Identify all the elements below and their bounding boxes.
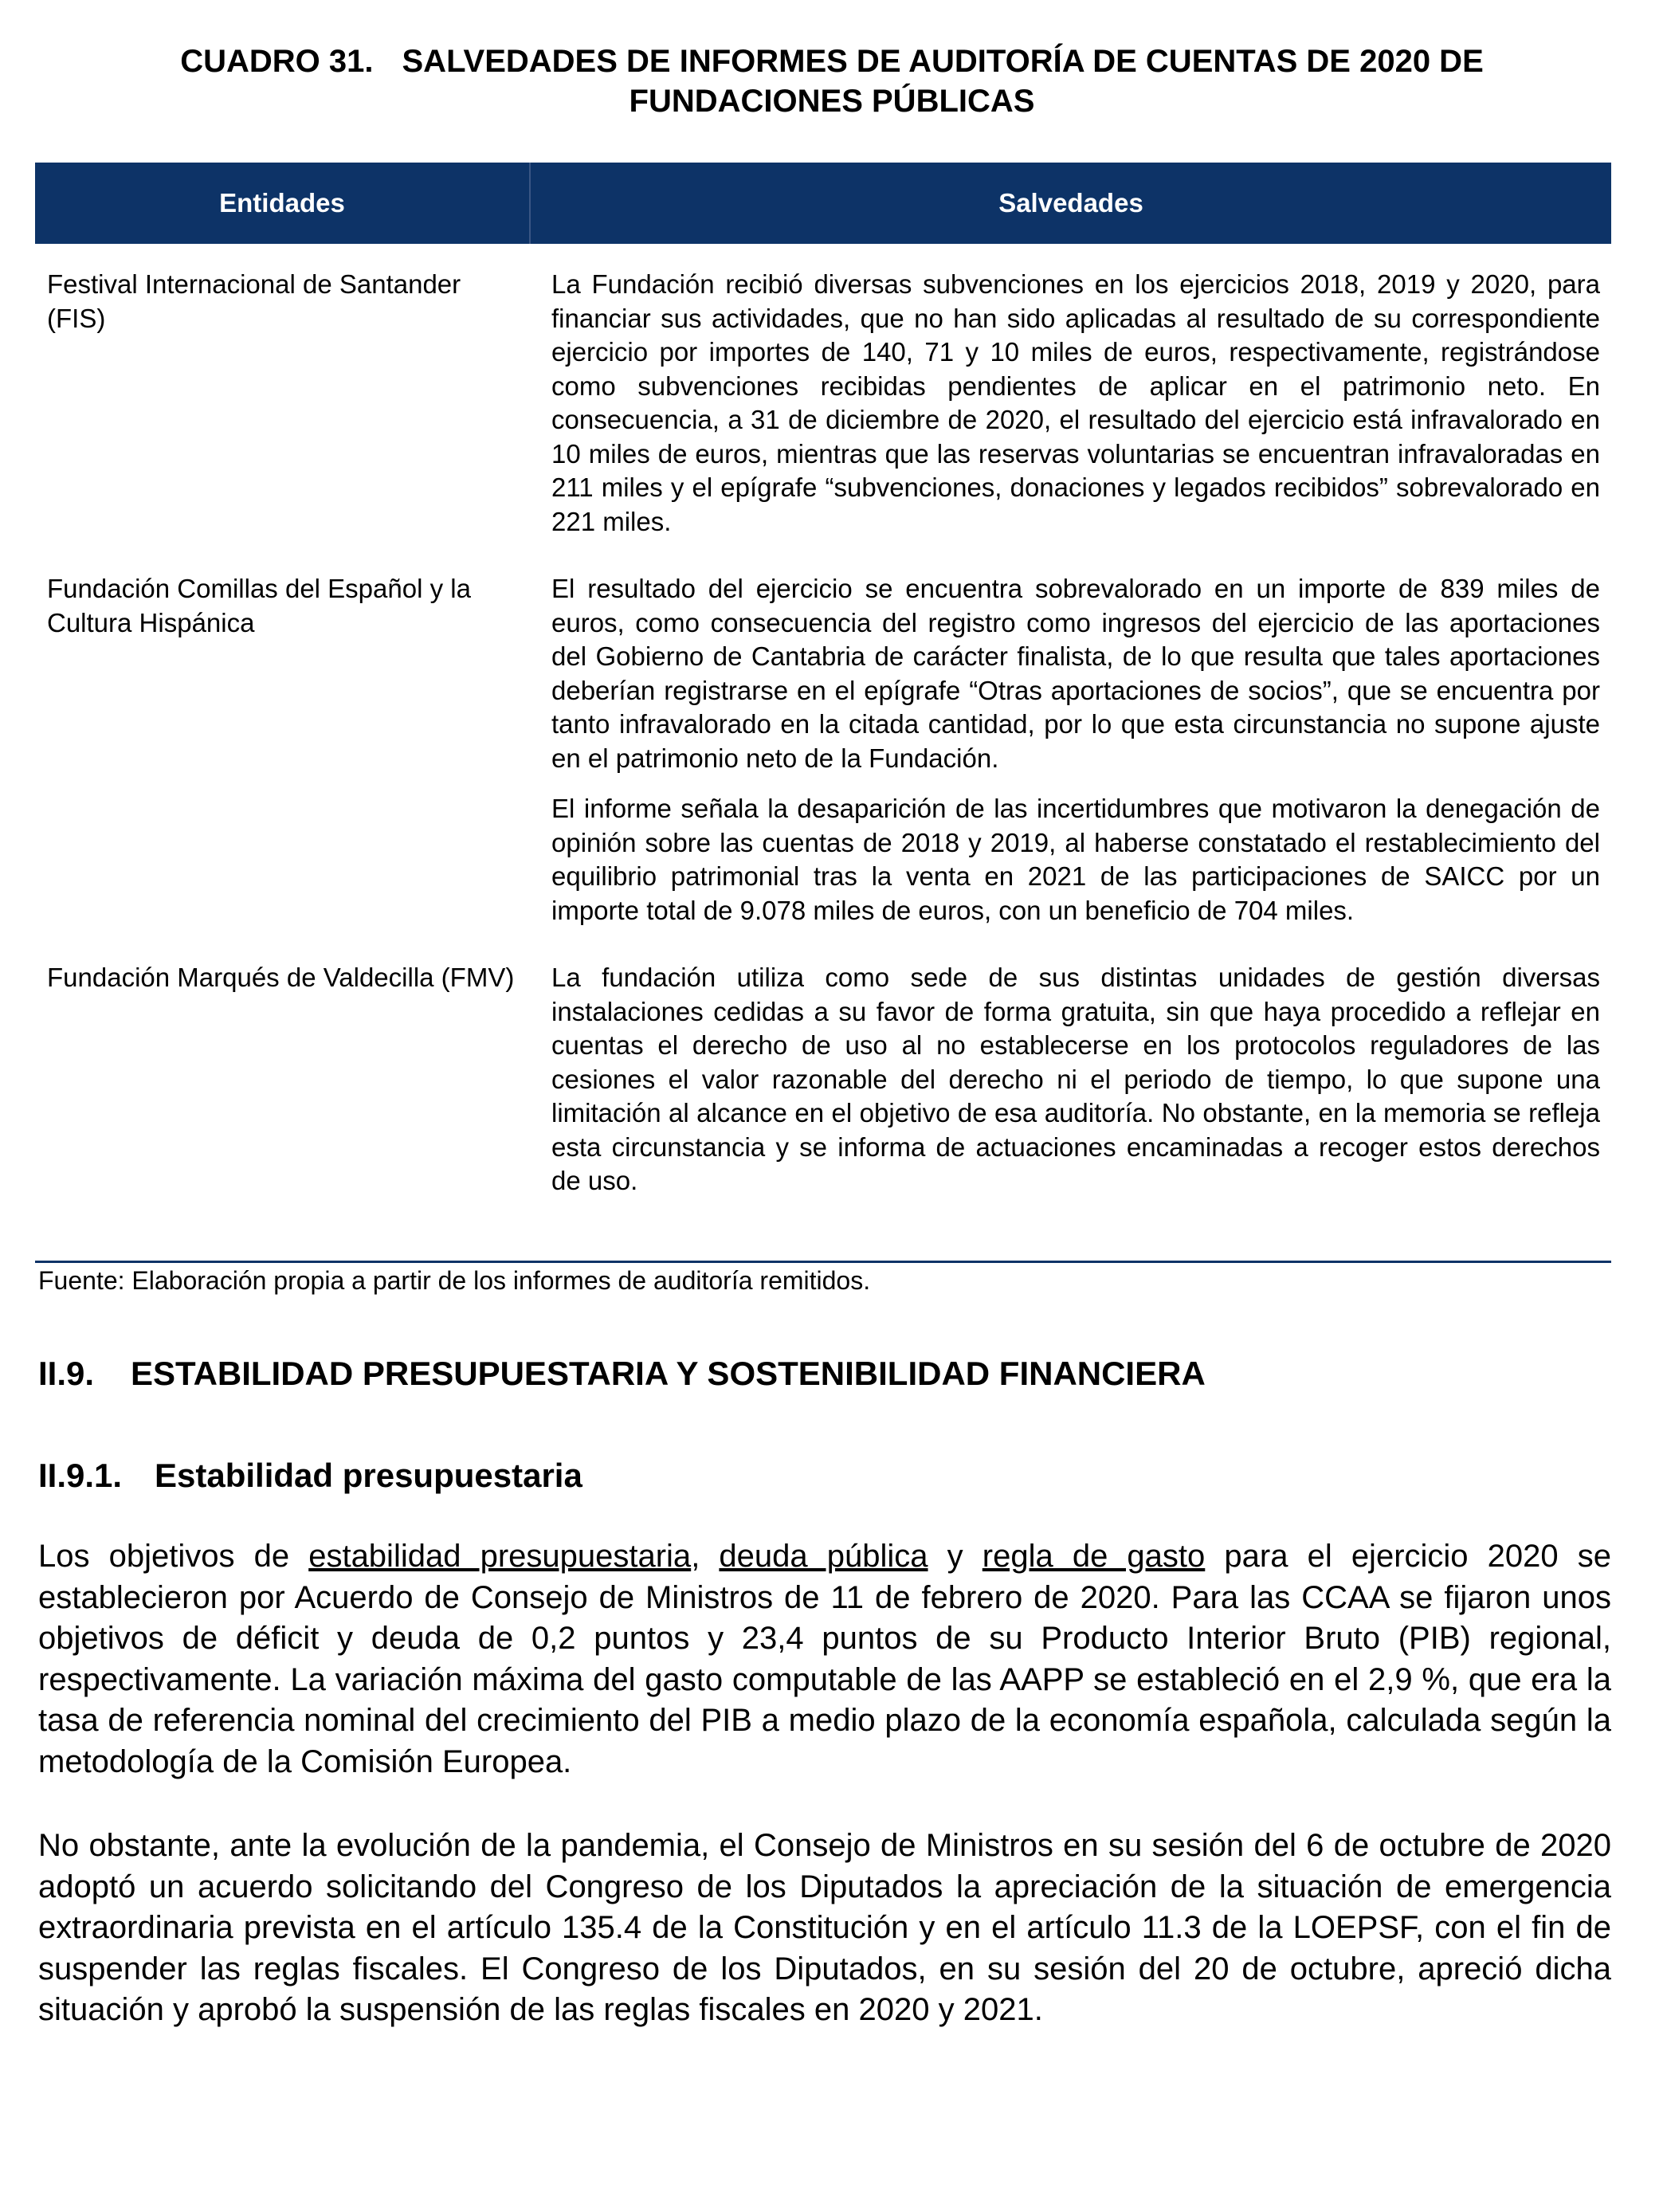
paragraph-text: y — [928, 1539, 983, 1574]
header-salvedades: Salvedades — [998, 188, 1143, 218]
paragraph-text: , — [691, 1539, 720, 1574]
header-entidades: Entidades — [35, 163, 531, 244]
body-paragraph — [38, 1536, 1611, 1783]
salvedad-cell — [529, 268, 1611, 539]
table-title-text: SALVEDADES DE INFORMES DE AUDITORÍA DE CUENTAS DE 2020 DE — [402, 44, 1484, 79]
table-title-line2: FUNDACIONES PÚBLICAS — [629, 84, 1035, 119]
table-title — [35, 41, 1629, 121]
paragraph-text: Los objetivos de — [38, 1539, 309, 1574]
table-source-note: Fuente: Elaboración propia a partir de los informes de auditoría remitidos. — [38, 1266, 871, 1295]
link-regla-de-gasto[interactable]: regla de gasto — [982, 1539, 1206, 1574]
table-row — [35, 268, 1611, 539]
salvedades-table — [35, 163, 1611, 1198]
section-heading — [38, 1353, 1206, 1394]
entity-cell: Festival Internacional de Santander (FIS) — [47, 269, 461, 333]
table-row — [35, 572, 1611, 928]
salvedad-paragraph: La Fundación recibió diversas subvenciones en los ejercicios 2018, 2019 y 2020, para financiar sus actividades, que no han sido aplicadas al resultado de su correspondiente ejercicio por importes de 140, 71 y 10 miles de euros, respectivamente, registrándose como subvenciones recibidas pendientes de aplicar en el patrimonio neto. En consecuencia, a 31 de diciembre de 2020, el resultado del ejercicio está infravalorado en 10 miles de euros, mientras que las reservas voluntarias se encuentran infravaloradas en 211 miles y el epígrafe “subvenciones, donaciones y legados recibidos” sobrevalorado en 221 miles. — [551, 269, 1600, 536]
link-deuda-publica[interactable]: deuda pública — [719, 1539, 928, 1574]
section-number: II.9. — [38, 1355, 95, 1392]
table-header-row — [35, 163, 1611, 244]
table-bottom-rule — [35, 1261, 1611, 1263]
entity-cell: Fundación Marqués de Valdecilla (FMV) — [47, 963, 515, 992]
table-title-line1 — [35, 41, 1629, 81]
salvedad-cell — [529, 961, 1611, 1198]
subsection-number: II.9.1. — [38, 1457, 123, 1494]
subsection-heading — [38, 1455, 582, 1496]
body-paragraph: No obstante, ante la evolución de la pandemia, el Consejo de Ministros en su sesión del 6 de octubre de 2020 adoptó un acuerdo solicitando del Congreso de los Diputados la apreciación de la situación de emergencia extraordinaria prevista en el artículo 135.4 de la Constitución y en el artículo 11.3 de la LOEPSF, con el fin de suspender las reglas fiscales. El Congreso de los Diputados, en su sesión del 20 de octubre, apreció dicha situación y aprobó la suspensión de las reglas fiscales en 2020 y 2021. — [38, 1828, 1611, 2027]
table-row — [35, 961, 1611, 1198]
salvedad-paragraph: La fundación utiliza como sede de sus distintas unidades de gestión diversas instalaciones cedidas a su favor de forma gratuita, sin que haya procedido a reflejar en cuentas el derecho de uso al no establecerse en los protocolos reguladores de las cesiones el valor razonable del derecho ni el periodo de tiempo, lo que supone una limitación al alcance en el objetivo de esa auditoría. No obstante, en la memoria se refleja esta circunstancia y se informa de actuaciones encaminadas a recoger estos derechos de uso. — [551, 963, 1600, 1195]
section-title: ESTABILIDAD PRESUPUESTARIA Y SOSTENIBILIDAD FINANCIERA — [131, 1355, 1206, 1392]
subsection-title: Estabilidad presupuestaria — [155, 1457, 582, 1494]
salvedad-cell — [529, 572, 1611, 928]
entity-cell: Fundación Comillas del Español y la Cultura Hispánica — [47, 574, 471, 637]
table-number: CUADRO 31. — [180, 44, 374, 79]
paragraph-text: para el ejercicio 2020 se establecieron por Acuerdo de Consejo de Ministros de 11 de febrero de 2020. Para las CCAA se fijaron unos objetivos de déficit y deuda de 0,2 puntos y 23,4 puntos de su Producto Interior Bruto (PIB) regional, respectivamente. La variación máxima del gasto computable de las AAPP se estableció en el 2,9 %, que era la tasa de referencia nominal del crecimiento del PIB a medio plazo de la economía española, calculada según la metodología de la Comisión Europea. — [38, 1539, 1611, 1779]
link-estabilidad-presupuestaria[interactable]: estabilidad presupuestaria — [308, 1539, 692, 1574]
salvedad-paragraph: El informe señala la desaparición de las incertidumbres que motivaron la denegación de opinión sobre las cuentas de 2018 y 2019, al haberse constatado el restablecimiento del equilibrio patrimonial tras la venta en 2021 de las participaciones de SAICC por un importe total de 9.078 miles de euros, con un beneficio de 704 miles. — [551, 794, 1600, 925]
salvedad-paragraph: El resultado del ejercicio se encuentra sobrevalorado en un importe de 839 miles de euros, como consecuencia del registro como ingresos del ejercicio de las aportaciones del Gobierno de Cantabria de carácter finalista, de lo que resulta que tales aportaciones deberían registrarse en el epígrafe “Otras aportaciones de socios”, que se encuentra por tanto infravalorado en la citada cantidad, por lo que esta circunstancia no supone ajuste en el patrimonio neto de la Fundación. — [551, 574, 1600, 773]
